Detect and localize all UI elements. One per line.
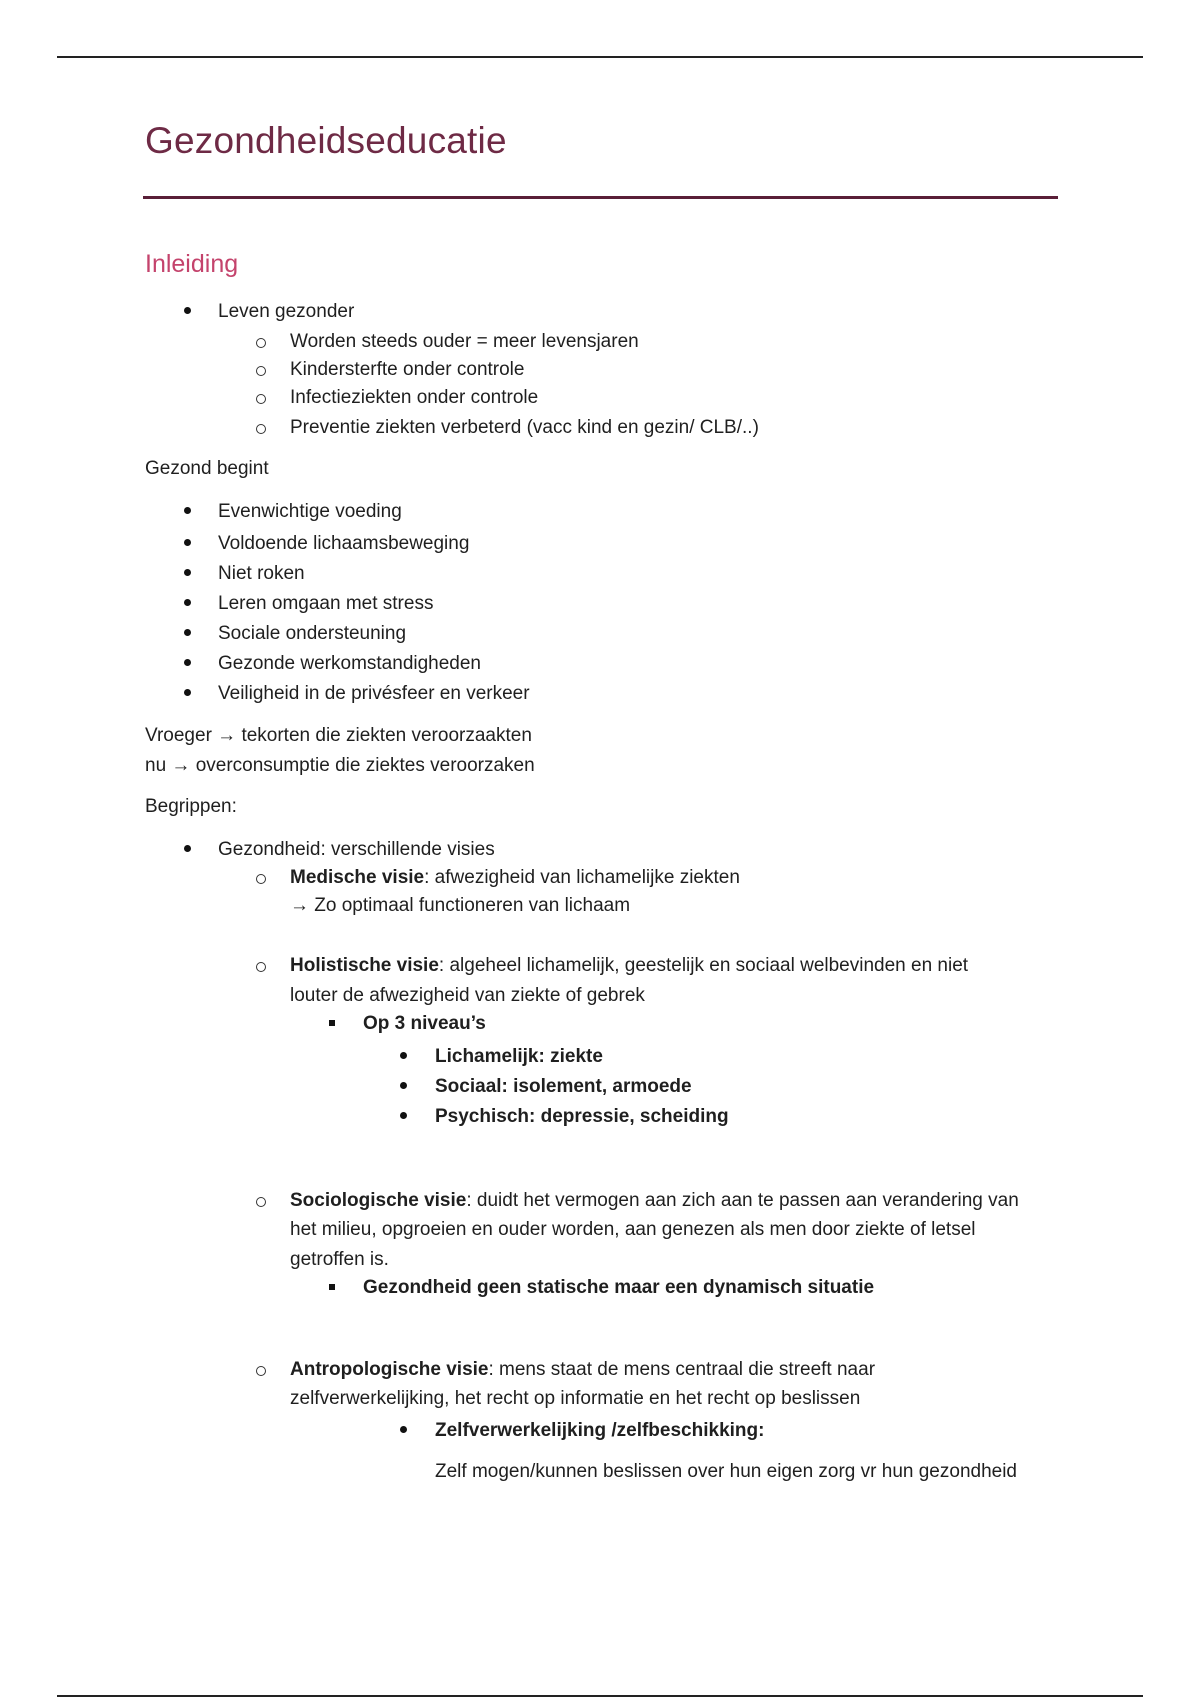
intro-sub-item: Worden steeds ouder = meer levensjaren <box>290 331 639 352</box>
circle-bullet-icon <box>256 962 266 972</box>
medische-visie-line <box>290 866 740 890</box>
antropologische-visie-line1 <box>290 1358 875 1382</box>
sociologische-visie-line2: het milieu, opgroeien en ouder worden, aan genezen als men door ziekte of letsel <box>290 1219 976 1240</box>
square-bullet-icon <box>329 1284 335 1290</box>
medische-visie-arrow: → Zo optimaal functioneren van lichaam <box>290 895 631 916</box>
antropologische-visie-sub-text: Zelf mogen/kunnen beslissen over hun eigen zorg vr hun gezondheid <box>435 1461 1017 1482</box>
section-heading: Inleiding <box>145 250 239 278</box>
intro-sub-item: Infectieziekten onder controle <box>290 387 539 408</box>
bullet-icon <box>184 845 191 852</box>
gezond-item: Sociale ondersteuning <box>218 623 407 644</box>
circle-bullet-icon <box>256 394 266 404</box>
circle-bullet-icon <box>256 1197 266 1207</box>
bullet-icon <box>184 307 191 314</box>
bullet-icon <box>184 507 191 514</box>
vroeger-line: Vroeger → tekorten die ziekten veroorzaakten <box>145 725 532 746</box>
title-underline <box>143 196 1058 199</box>
square-bullet-icon <box>329 1020 335 1026</box>
gezond-item: Voldoende lichaamsbeweging <box>218 533 470 554</box>
antropologische-visie-text: : mens staat de mens centraal die streeft naar <box>488 1359 876 1380</box>
antropologische-visie-line2: zelfverwerkelijking, het recht op informatie en het recht op beslissen <box>290 1388 861 1409</box>
page-bottom-rule <box>57 1695 1143 1697</box>
holistische-visie-line2: louter de afwezigheid van ziekte of gebrek <box>290 985 645 1006</box>
begrippen-main-bullet: Gezondheid: verschillende visies <box>218 839 495 860</box>
niveau-item: Psychisch: depressie, scheiding <box>435 1106 729 1127</box>
circle-bullet-icon <box>256 874 266 884</box>
sociologische-visie-sub: Gezondheid geen statische maar een dynamisch situatie <box>363 1277 875 1298</box>
intro-main-bullet: Leven gezonder <box>218 301 355 322</box>
circle-bullet-icon <box>256 366 266 376</box>
document-title: Gezondheidseducatie <box>145 120 507 161</box>
bullet-icon <box>184 659 191 666</box>
medische-visie-text: : afwezigheid van lichamelijke ziekten <box>424 867 740 888</box>
bullet-icon <box>400 1052 407 1059</box>
antropologische-visie-sub: Zelfverwerkelijking /zelfbeschikking: <box>435 1420 765 1441</box>
niveau-item: Lichamelijk: ziekte <box>435 1046 603 1067</box>
nu-line: nu → overconsumptie die ziektes veroorzaken <box>145 755 535 776</box>
bullet-icon <box>400 1112 407 1119</box>
gezond-item: Gezonde werkomstandigheden <box>218 653 482 674</box>
circle-bullet-icon <box>256 424 266 434</box>
gezond-begint-label: Gezond begint <box>145 458 269 479</box>
bullet-icon <box>184 629 191 636</box>
gezond-item: Veiligheid in de privésfeer en verkeer <box>218 683 530 704</box>
circle-bullet-icon <box>256 338 266 348</box>
intro-sub-item: Kindersterfte onder controle <box>290 359 525 380</box>
niveau-item: Sociaal: isolement, armoede <box>435 1076 692 1097</box>
begrippen-label: Begrippen: <box>145 796 237 817</box>
intro-sub-item: Preventie ziekten verbeterd (vacc kind en gezin/ CLB/..) <box>290 417 759 438</box>
circle-bullet-icon <box>256 1366 266 1376</box>
sociologische-visie-term: Sociologische visie <box>290 1190 467 1211</box>
bullet-icon <box>184 569 191 576</box>
sociologische-visie-text: : duidt het vermogen aan zich aan te passen aan verandering van <box>466 1190 1019 1211</box>
holistische-visie-term: Holistische visie <box>290 955 439 976</box>
page-top-rule <box>57 56 1143 58</box>
gezond-item: Niet roken <box>218 563 305 584</box>
gezond-item: Evenwichtige voeding <box>218 501 402 522</box>
sociologische-visie-line3: getroffen is. <box>290 1249 389 1270</box>
bullet-icon <box>184 689 191 696</box>
holistische-visie-text: : algeheel lichamelijk, geestelijk en sociaal welbevinden en niet <box>438 955 969 976</box>
holistische-visie-line1 <box>290 954 968 978</box>
bullet-icon <box>400 1082 407 1089</box>
bullet-icon <box>400 1426 407 1433</box>
bullet-icon <box>184 539 191 546</box>
medische-visie-term: Medische visie <box>290 867 425 888</box>
sociologische-visie-line1 <box>290 1189 1019 1213</box>
gezond-item: Leren omgaan met stress <box>218 593 434 614</box>
holistische-visie-sub: Op 3 niveau’s <box>363 1013 486 1034</box>
bullet-icon <box>184 599 191 606</box>
antropologische-visie-term: Antropologische visie <box>290 1359 489 1380</box>
